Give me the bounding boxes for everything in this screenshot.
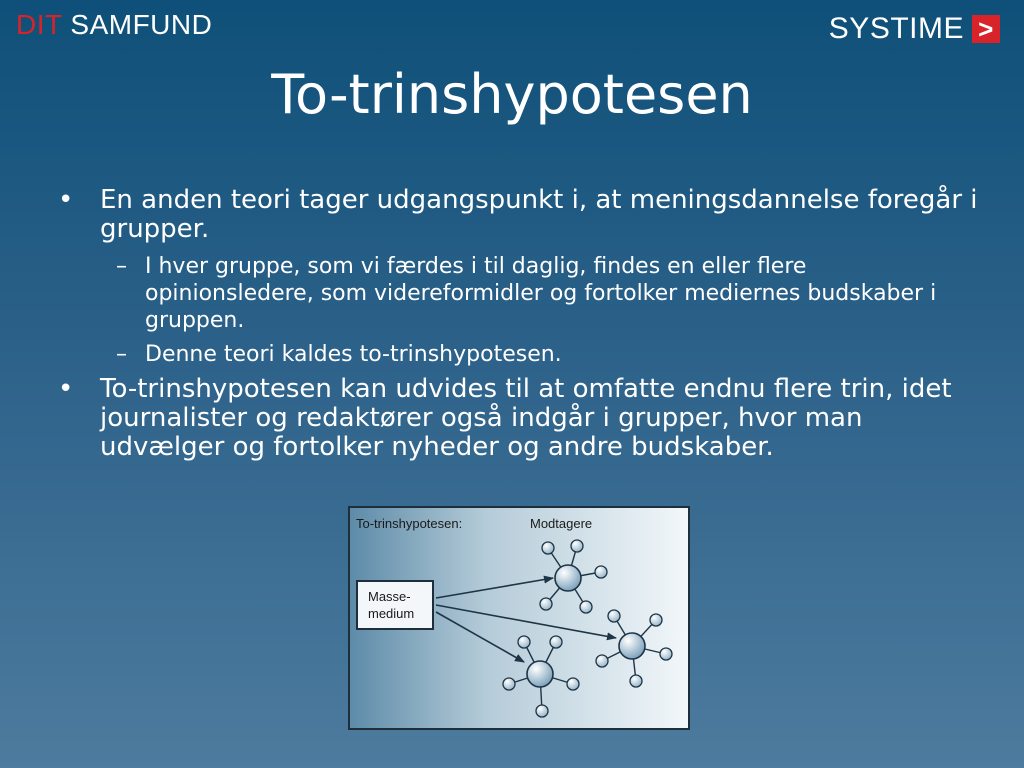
sub-bullet-item [116, 341, 978, 368]
opinion-leader-node [527, 661, 553, 687]
chevron-right-icon: > [972, 15, 1000, 43]
bullet-icon: • [58, 374, 74, 404]
leaf-node [596, 655, 608, 667]
sub-bullet-item [116, 253, 978, 334]
bullet-item [58, 375, 978, 462]
bullet-item [58, 186, 978, 244]
leaf-node [503, 678, 515, 690]
slide-title: To-trinshypotesen [271, 63, 753, 126]
arrow-to-receiver-1 [436, 578, 553, 598]
leaf-node [540, 598, 552, 610]
receiver-cluster-1 [540, 540, 607, 613]
mass-medium-label-line1: Masse- [368, 589, 411, 604]
dash-icon: – [116, 254, 127, 279]
logo-systime-text: SYSTIME [828, 12, 964, 45]
leaf-node [650, 614, 662, 626]
leaf-node [608, 610, 620, 622]
sub-bullet-text: Denne teori kaldes to-trinshypotesen. [145, 342, 562, 367]
arrows [436, 578, 616, 662]
logo-dit-text: DIT [16, 9, 63, 40]
leaf-node [567, 678, 579, 690]
receivers-label: Modtagere [530, 516, 593, 531]
slide-content [58, 186, 978, 471]
sub-bullet-text: I hver gruppe, som vi færdes i til daglig, findes en eller flere opinionsledere, som videreformidler og fortolker mediernes budskaber i gruppen. [145, 254, 937, 333]
leaf-node [630, 675, 642, 687]
leaf-node [550, 636, 562, 648]
receiver-cluster-3 [503, 636, 579, 717]
logo-samfund-text: SAMFUND [70, 9, 213, 40]
two-step-diagram [348, 506, 690, 730]
opinion-leader-node [555, 565, 581, 591]
bullet-text: To-trinshypotesen kan udvides til at omfatte endnu flere trin, idet journalister og redaktører også indgår i grupper, hvor man udvælger og fortolker nyheder og andre budskaber. [100, 374, 952, 462]
leaf-node [518, 636, 530, 648]
mass-medium-box [356, 580, 434, 630]
leaf-node [571, 540, 583, 552]
mass-medium-label-line2: medium [368, 606, 415, 621]
diagram-title: To-trinshypotesen: [356, 516, 463, 531]
bullet-icon: • [58, 185, 74, 215]
dit-samfund-logo [16, 9, 212, 41]
opinion-leader-node [619, 633, 645, 659]
systime-logo [829, 13, 1000, 45]
leaf-node [595, 566, 607, 578]
dash-icon: – [116, 342, 127, 367]
receiver-cluster-2 [596, 610, 672, 687]
leaf-node [580, 601, 592, 613]
leaf-node [536, 705, 548, 717]
leaf-node [542, 542, 554, 554]
leaf-node [660, 648, 672, 660]
bullet-text: En anden teori tager udgangspunkt i, at meningsdannelse foregår i grupper. [100, 185, 978, 244]
